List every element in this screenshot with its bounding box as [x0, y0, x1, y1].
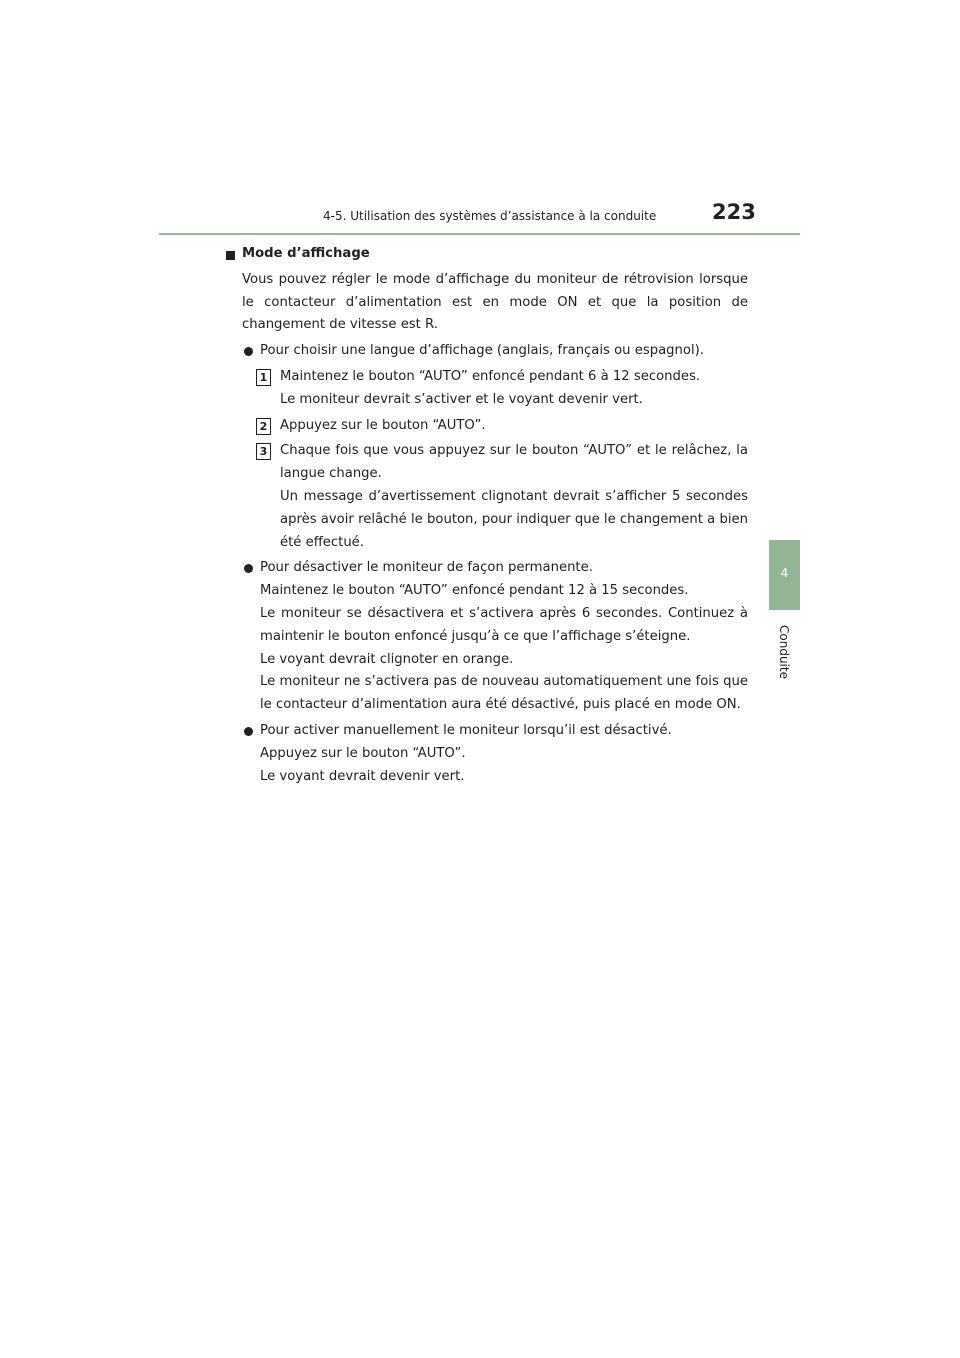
step-number-badge: 3 [256, 443, 271, 460]
bullet-item-language [222, 340, 748, 363]
round-bullet-icon [244, 727, 253, 736]
bullet-text: Pour activer manuellement le moniteur lorsqu’il est désactivé. [260, 722, 672, 738]
section-title: 4-5. Utilisation des systèmes d’assistance à la conduite [323, 209, 657, 223]
section-heading [222, 243, 748, 266]
step-detail: Le moniteur devrait s’activer et le voyant devenir vert. [280, 391, 643, 407]
step-text: Maintenez le bouton “AUTO” enfoncé pendant 6 à 12 secondes. [280, 368, 701, 384]
bullet-line: Le voyant devrait devenir vert. [260, 768, 465, 784]
bullet-item-enable [222, 720, 748, 788]
step-text: Chaque fois que vous appuyez sur le bouton “AUTO” et le relâchez, la langue change. [280, 443, 748, 482]
bullet-text: Pour désactiver le moniteur de façon permanente. [260, 560, 593, 576]
step-1 [222, 366, 748, 412]
chapter-label [771, 622, 797, 682]
step-detail: Un message d’avertissement clignotant devrait s’afficher 5 secondes après avoir relâché le bouton, pour indiquer que le changement a bien été effectué. [280, 488, 748, 550]
bullet-line: Le moniteur ne s’activera pas de nouveau automatiquement une fois que le contacteur d’alimentation aura été désactivé, puis placé en mode ON. [260, 674, 748, 713]
section-heading-text: Mode d’affichage [242, 246, 370, 261]
step-text: Appuyez sur le bouton “AUTO”. [280, 417, 486, 433]
step-2 [222, 415, 748, 438]
bullet-line: Le voyant devrait clignoter en orange. [260, 651, 514, 667]
page-number: 223 [712, 200, 756, 224]
step-3 [222, 440, 748, 554]
chapter-label-text: Conduite [777, 625, 791, 679]
main-content [222, 243, 748, 791]
header-divider [159, 233, 800, 235]
bullet-line: Appuyez sur le bouton “AUTO”. [260, 745, 466, 761]
round-bullet-icon [244, 347, 253, 356]
chapter-tab-number: 4 [780, 566, 789, 580]
bullet-line: Maintenez le bouton “AUTO” enfoncé pendant 12 à 15 secondes. [260, 583, 689, 599]
round-bullet-icon [244, 564, 253, 573]
intro-paragraph: Vous pouvez régler le mode d’affichage du moniteur de rétrovision lorsque le contacteur d’alimentation est en mode ON et que la position de changement de vitesse est R. [242, 271, 748, 333]
step-number-badge: 1 [256, 369, 271, 386]
step-number-badge: 2 [256, 418, 271, 435]
bullet-line: Le moniteur se désactivera et s’activera après 6 secondes. Continuez à maintenir le bouton enfoncé jusqu’à ce que l’affichage s’éteigne. [260, 605, 748, 644]
square-bullet-icon [226, 251, 235, 260]
bullet-text: Pour choisir une langue d’affichage (anglais, français ou espagnol). [260, 343, 704, 359]
bullet-item-disable [222, 557, 748, 717]
